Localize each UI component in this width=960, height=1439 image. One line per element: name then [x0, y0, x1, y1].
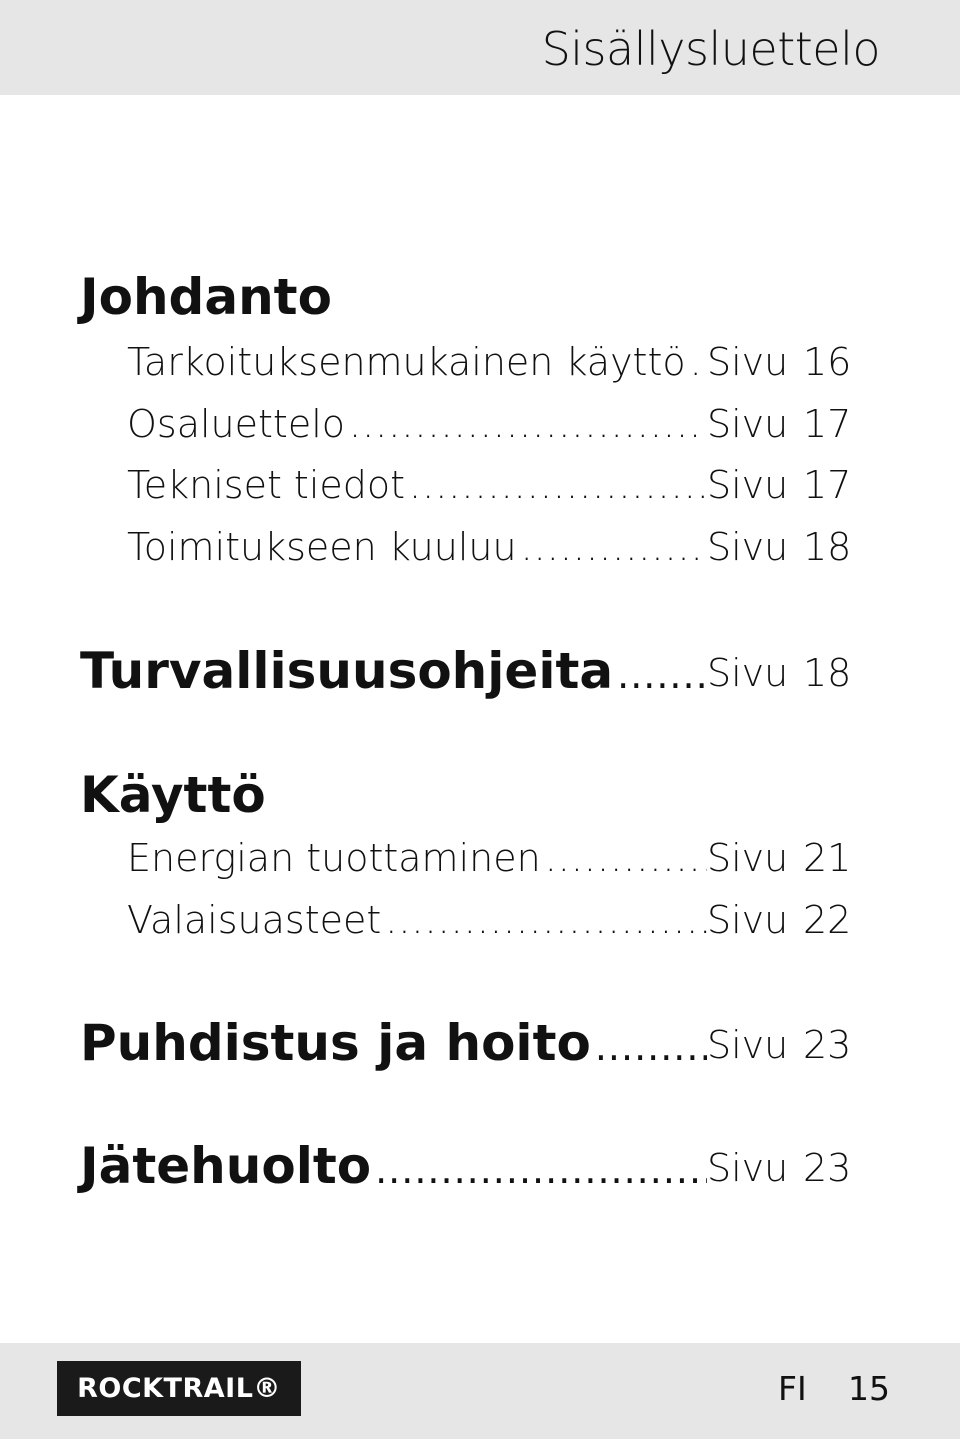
leader-dots — [617, 653, 707, 697]
toc-entry-jatehuolto[interactable] — [80, 1137, 707, 1195]
toc-entry-valaisuasteet[interactable] — [127, 898, 707, 942]
language-code: FI — [778, 1369, 807, 1408]
page-number-footer: 15 — [848, 1369, 890, 1408]
toc-entry-label: Energian tuottaminen — [127, 836, 541, 880]
toc-entry-label: Tarkoituksenmukainen käyttö — [127, 340, 686, 384]
sivu-label: Sivu — [707, 525, 789, 569]
sivu-label: Sivu — [707, 898, 789, 942]
page-number: 18 — [803, 525, 852, 569]
toc-entry-label: Toimitukseen kuuluu — [127, 525, 517, 569]
toc-page-ref — [707, 651, 851, 695]
toc-page-ref — [707, 525, 851, 569]
toc-entry-label: Tekniset tiedot — [127, 463, 406, 507]
toc-page-ref — [707, 1023, 851, 1067]
section-heading-kaytto: Käyttö — [80, 766, 266, 824]
sivu-label: Sivu — [707, 1023, 789, 1067]
section-heading-jatehuolto: Jätehuolto — [80, 1137, 372, 1195]
page-number: 17 — [803, 402, 852, 446]
leader-dots — [409, 463, 707, 507]
page-number: 21 — [803, 836, 852, 880]
page-number: 18 — [803, 651, 852, 695]
toc-entry-label: Valaisuasteet — [127, 898, 382, 942]
toc-entry-toimitukseen-kuuluu[interactable] — [127, 525, 707, 569]
leader-dots — [349, 402, 707, 446]
sivu-label: Sivu — [707, 836, 789, 880]
rocktrail-logo: ROCKTRAIL® — [57, 1361, 301, 1416]
toc-entry-tekniset-tiedot[interactable] — [127, 463, 707, 507]
toc-page-ref — [707, 463, 851, 507]
toc-entry-label: Osaluettelo — [127, 402, 345, 446]
toc-page-ref — [707, 898, 851, 942]
toc-page-ref — [707, 340, 851, 384]
sivu-label: Sivu — [707, 1146, 789, 1190]
page-number: 23 — [803, 1146, 852, 1190]
toc-entry-turvallisuusohjeita[interactable] — [80, 642, 707, 700]
sivu-label: Sivu — [707, 463, 789, 507]
leader-dots — [521, 525, 707, 569]
section-heading-puhdistus-ja-hoito: Puhdistus ja hoito — [80, 1014, 591, 1072]
page-number: 16 — [803, 340, 852, 384]
leader-dots — [385, 898, 707, 942]
toc-page-ref — [707, 836, 851, 880]
page-number: 17 — [803, 463, 852, 507]
sivu-label: Sivu — [707, 651, 789, 695]
page-number: 22 — [803, 898, 852, 942]
section-heading-turvallisuusohjeita: Turvallisuusohjeita — [80, 642, 614, 700]
page-number: 23 — [803, 1023, 852, 1067]
leader-dots — [545, 836, 707, 880]
toc-entry-osaluettelo[interactable] — [127, 402, 707, 446]
toc-page-ref — [707, 1146, 851, 1190]
sivu-label: Sivu — [707, 402, 789, 446]
leader-dots — [595, 1025, 707, 1069]
leader-dots — [375, 1148, 707, 1192]
sivu-label: Sivu — [707, 340, 789, 384]
toc-entry-tarkoituksenmukainen-kaytto[interactable] — [127, 340, 707, 384]
leader-dots — [690, 340, 707, 384]
toc-page-ref — [707, 402, 851, 446]
page-title: Sisällysluettelo — [541, 22, 880, 76]
section-heading-johdanto: Johdanto — [80, 268, 332, 326]
toc-entry-energian-tuottaminen[interactable] — [127, 836, 707, 880]
toc-entry-puhdistus-ja-hoito[interactable] — [80, 1014, 707, 1072]
